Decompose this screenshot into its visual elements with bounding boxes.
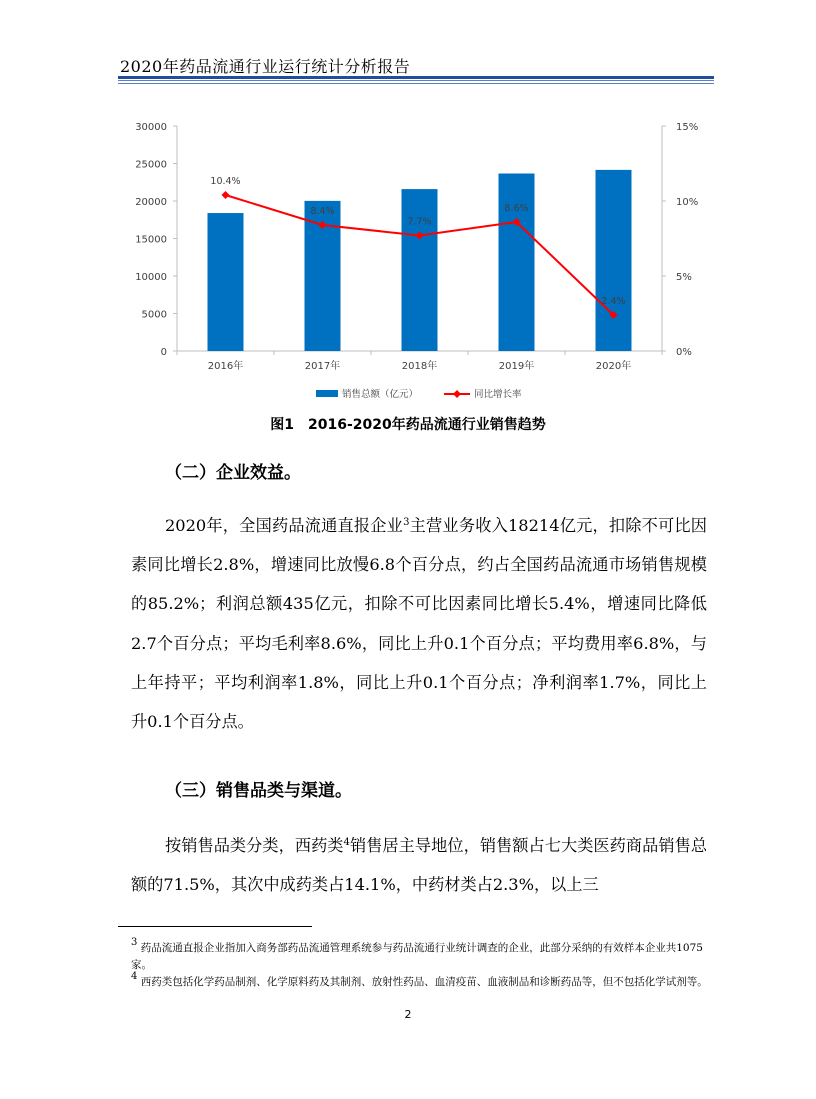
x-category-label: 2019年 <box>498 361 535 372</box>
y-right-tick-label: 0% <box>676 347 692 358</box>
footnote-3-text: 药品流通直报企业指加入商务部药品流通管理系统参与药品流通行业统计调查的企业，此部分采纳的有效样本企业共1075家。 <box>131 942 703 971</box>
y-left-tick-label: 15000 <box>135 234 167 246</box>
growth-rate-data-label: 2.4% <box>601 296 626 307</box>
para2-text-a: 2020年，全国药品流通直报企业 <box>165 516 404 535</box>
bar-sales-total <box>499 173 535 351</box>
legend-swatch-sales <box>316 390 338 397</box>
footnote-mark-4: 4 <box>131 971 138 982</box>
footnote-rule <box>118 926 312 927</box>
bar-sales-total <box>208 213 244 351</box>
bar-sales-total <box>596 170 632 351</box>
growth-rate-data-label: 8.6% <box>504 203 529 214</box>
page-number: 2 <box>404 1008 412 1021</box>
header-rule-thin <box>118 80 714 81</box>
paragraph-sales-category <box>131 826 707 904</box>
footnote-4 <box>131 971 709 991</box>
para2-text-b: 主营业务收入18214亿元，扣除不可比因素同比增长2.8%，增速同比放慢6.8个百分点，约占全国药品流通市场销售规模的85.2%；利润总额435亿元，扣除不可比因素同比增长5.4%，增速同比降低2.7个百分点；平均毛利率8.6%，同比上升0.1个百分点；平均费用率6.8%，与上年持平；平均利润率1.8%，同比上升0.1个百分点；净利润率1.7%，同比上升0.1个百分点。 <box>131 516 707 732</box>
x-category-label: 2016年 <box>207 361 244 372</box>
y-left-tick-label: 0 <box>160 347 167 358</box>
x-category-label: 2017年 <box>304 361 341 372</box>
legend-label-growth: 同比增长率 <box>474 389 522 400</box>
paragraph-enterprise-benefit <box>131 506 707 741</box>
header-rule-thick <box>118 76 714 79</box>
bar-sales-total <box>402 189 438 351</box>
growth-rate-marker <box>222 191 230 199</box>
y-left-tick-label: 5000 <box>141 309 167 321</box>
y-right-tick-label: 15% <box>676 122 699 133</box>
y-left-tick-label: 20000 <box>135 197 167 208</box>
section-heading-enterprise-benefit: （二）企业效益。 <box>165 463 301 483</box>
footnote-3 <box>131 937 709 973</box>
header-rule-thin-2 <box>118 83 714 84</box>
x-category-label: 2020年 <box>595 361 632 372</box>
y-left-tick-label: 30000 <box>135 122 167 133</box>
footnote-ref-4: 4 <box>343 837 350 848</box>
y-right-tick-label: 5% <box>676 272 692 283</box>
section-heading-sales-category: （三）销售品类与渠道。 <box>165 781 352 801</box>
footnote-ref-3: 3 <box>403 517 410 528</box>
growth-rate-data-label: 8.4% <box>310 206 335 217</box>
para3-text-b: 销售居主导地位，销售额占七大类医药商品销售总额的71.5%，其次中成药类占14.1%，中药材类占2.3%，以上三 <box>131 836 708 895</box>
page-header-title: 2020年药品流通行业运行统计分析报告 <box>120 57 411 76</box>
figure-caption: 图1 2016-2020年药品流通行业销售趋势 <box>270 417 546 433</box>
y-left-tick-label: 10000 <box>135 272 167 283</box>
footnote-mark-3: 3 <box>131 937 138 948</box>
para3-text-a: 按销售品类分类，西药类 <box>165 836 344 855</box>
growth-rate-data-label: 7.7% <box>407 216 432 228</box>
legend-swatch-growth-marker <box>453 390 461 398</box>
sales-trend-chart <box>118 108 714 408</box>
footnote-4-text: 西药类包括化学药品制剂、化学原料药及其制剂、放射性药品、血清疫苗、血液制品和诊断药品等，但不包括化学试剂等。 <box>140 976 708 988</box>
y-right-tick-label: 10% <box>676 197 699 208</box>
legend-label-sales: 销售总额（亿元） <box>342 389 419 400</box>
x-category-label: 2018年 <box>401 361 438 372</box>
y-left-tick-label: 25000 <box>135 159 167 171</box>
growth-rate-data-label: 10.4% <box>210 176 241 187</box>
